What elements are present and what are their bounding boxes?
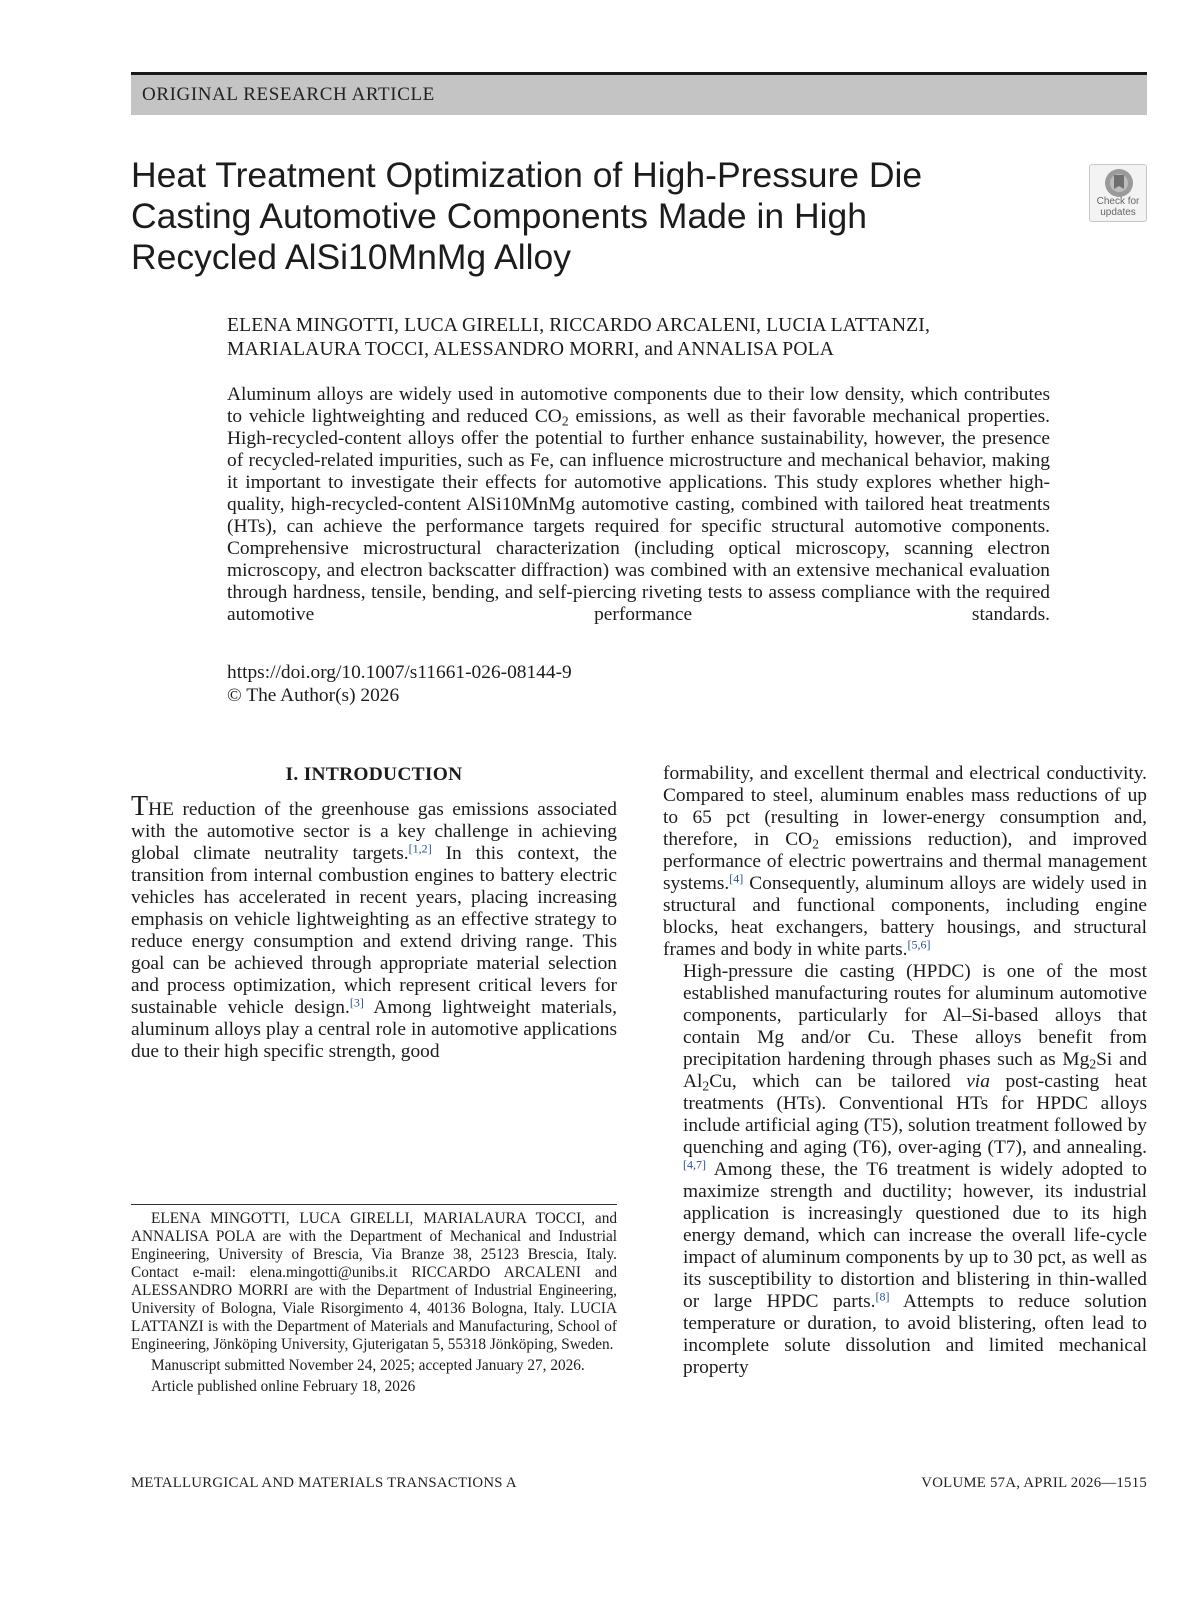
drop-cap: T: [131, 791, 149, 822]
section-heading: I. INTRODUCTION: [285, 764, 463, 785]
citation[interactable]: [4]: [729, 871, 744, 886]
article-title: [131, 155, 991, 278]
doi-block: [227, 661, 572, 707]
check-for-updates-icon: [1103, 167, 1135, 199]
left-column: [131, 791, 617, 1063]
citation[interactable]: [5,6]: [907, 937, 931, 952]
journal-name: METALLURGICAL AND MATERIALS TRANSACTIONS A: [131, 1475, 517, 1491]
footnote-divider: [131, 1204, 617, 1205]
title-line: Recycled AlSi10MnMg Alloy: [131, 237, 572, 277]
body-paragraph: High-pressure die casting (HPDC) is one of the most established manufacturing routes for aluminum automotive components, particularly for Al–Si-based alloys that contain Mg and/or Cu. These alloys benefit from precipitation hardening through phases such as $Mg_2Si$ and $Al_2Cu$, which can be tailored via post-casting heat treatments (HTs). Conventional HTs for HPDC alloys include artificial aging (T5), solution treatment followed by quenching and aging (T6), over-aging (T7), and annealing.[4,7] Among these, the T6 treatment is widely adopted to maximize strength and ductility; however, its industrial application is increasingly questioned due to its high energy demand, which can increase the overall life-cycle impact of aluminum components by up to 30 pct, as well as its susceptibility to distortion and blistering in thin-walled or large HPDC parts.[8] Attempts to reduce solution temperature or duration, to avoid blistering, often lead to incomplete solute dissolution and limited mechanical property: [683, 961, 1148, 1378]
affiliation-note: ELENA MINGOTTI, LUCA GIRELLI, MARIALAURA TOCCI, and ANNALISA POLA are with the Department of Mechanical and Industrial Engineering, University of Brescia, Via Branze 38, 25123 Brescia, Italy. Contact e-mail: elena.mingotti@unibs.it RICCARDO ARCALENI and ALESSANDRO MORRI are with the Department of Industrial Engineering, University of Bologna, Viale Risorgimento 4, 40136 Bologna, Italy. LUCIA LATTANZI is with the Department of Materials and Manufacturing, School of Engineering, Jönköping University, Gjuterigatan 5, 55318 Jönköping, Sweden.: [131, 1210, 617, 1353]
right-column: [663, 763, 1147, 1379]
author-line: ELENA MINGOTTI, LUCA GIRELLI, RICCARDO ARCALENI, LUCIA LATTANZI,: [227, 315, 931, 336]
article-type-banner: [131, 72, 1147, 115]
doi-link[interactable]: https://doi.org/10.1007/s11661-026-08144-9: [227, 662, 572, 683]
volume-page: VOLUME 57A, APRIL 2026—1515: [921, 1475, 1147, 1491]
copyright: © The Author(s) 2026: [227, 685, 400, 706]
check-for-updates-text: Check for updates: [1096, 196, 1140, 218]
manuscript-dates: Manuscript submitted November 24, 2025; accepted January 27, 2026.: [151, 1357, 585, 1374]
citation[interactable]: [3]: [349, 995, 364, 1010]
abstract: Aluminum alloys are widely used in automotive components due to their low density, which contributes to vehicle lightweighting and reduced $CO_2$ emissions, as well as their favorable mechanical properties. High-recycled-content alloys offer the potential to further enhance sustainability, however, the presence of recycled-related impurities, such as Fe, can influence microstructure and mechanical behavior, making it important to investigate their effects for automotive applications. This study explores whether high-quality, high-recycled-content AlSi10MnMg automotive casting, combined with tailored heat treatments (HTs), can achieve the performance targets required for specific structural automotive components. Comprehensive microstructural characterization (including optical microscopy, scanning electron microscopy, and electron backscatter diffraction) was combined with an extensive mechanical evaluation through hardness, tensile, bending, and self-piercing riveting tests to assess compliance with the required automotive performance standards.: [227, 384, 1050, 625]
intro-paragraph: THE reduction of the greenhouse gas emissions associated with the automotive sector is a key challenge in achieving global climate neutrality targets.[1,2] In this context, the transition from internal combustion engines to battery electric vehicles has accelerated in recent years, placing increasing emphasis on vehicle lightweighting as an effective strategy to reduce energy consumption and extend driving range. This goal can be achieved through appropriate material selection and process optimization, which represent critical levers for sustainable vehicle design.[3] Among lightweight materials, aluminum alloys play a central role in automotive applications due to their high specific strength, good: [131, 791, 617, 1062]
title-line: Heat Treatment Optimization of High-Pressure Die: [131, 155, 923, 195]
citation[interactable]: [8]: [875, 1289, 890, 1304]
title-line: Casting Automotive Components Made in High: [131, 196, 868, 236]
citation[interactable]: [1,2]: [408, 841, 432, 856]
body-paragraph: formability, and excellent thermal and electrical conductivity. Compared to steel, aluminum enables mass reductions of up to 65 pct (resulting in lower-energy consumption and, therefore, in $CO_2$ emissions reduction), and improved performance of electric powertrains and thermal management systems.[4] Consequently, aluminum alloys are widely used in structural and functional components, including engine blocks, heat exchangers, battery housings, and structural frames and body in white parts.[5,6]: [663, 763, 1147, 960]
footnotes: [131, 1210, 617, 1396]
article-type-label: ORIGINAL RESEARCH ARTICLE: [142, 84, 435, 105]
author-line: MARIALAURA TOCCI, ALESSANDRO MORRI, and ANNALISA POLA: [227, 339, 835, 360]
check-for-updates-badge[interactable]: [1089, 164, 1147, 222]
publication-date: Article published online February 18, 2026: [151, 1378, 416, 1395]
citation[interactable]: [4,7]: [683, 1157, 707, 1172]
author-list: [227, 314, 1067, 362]
